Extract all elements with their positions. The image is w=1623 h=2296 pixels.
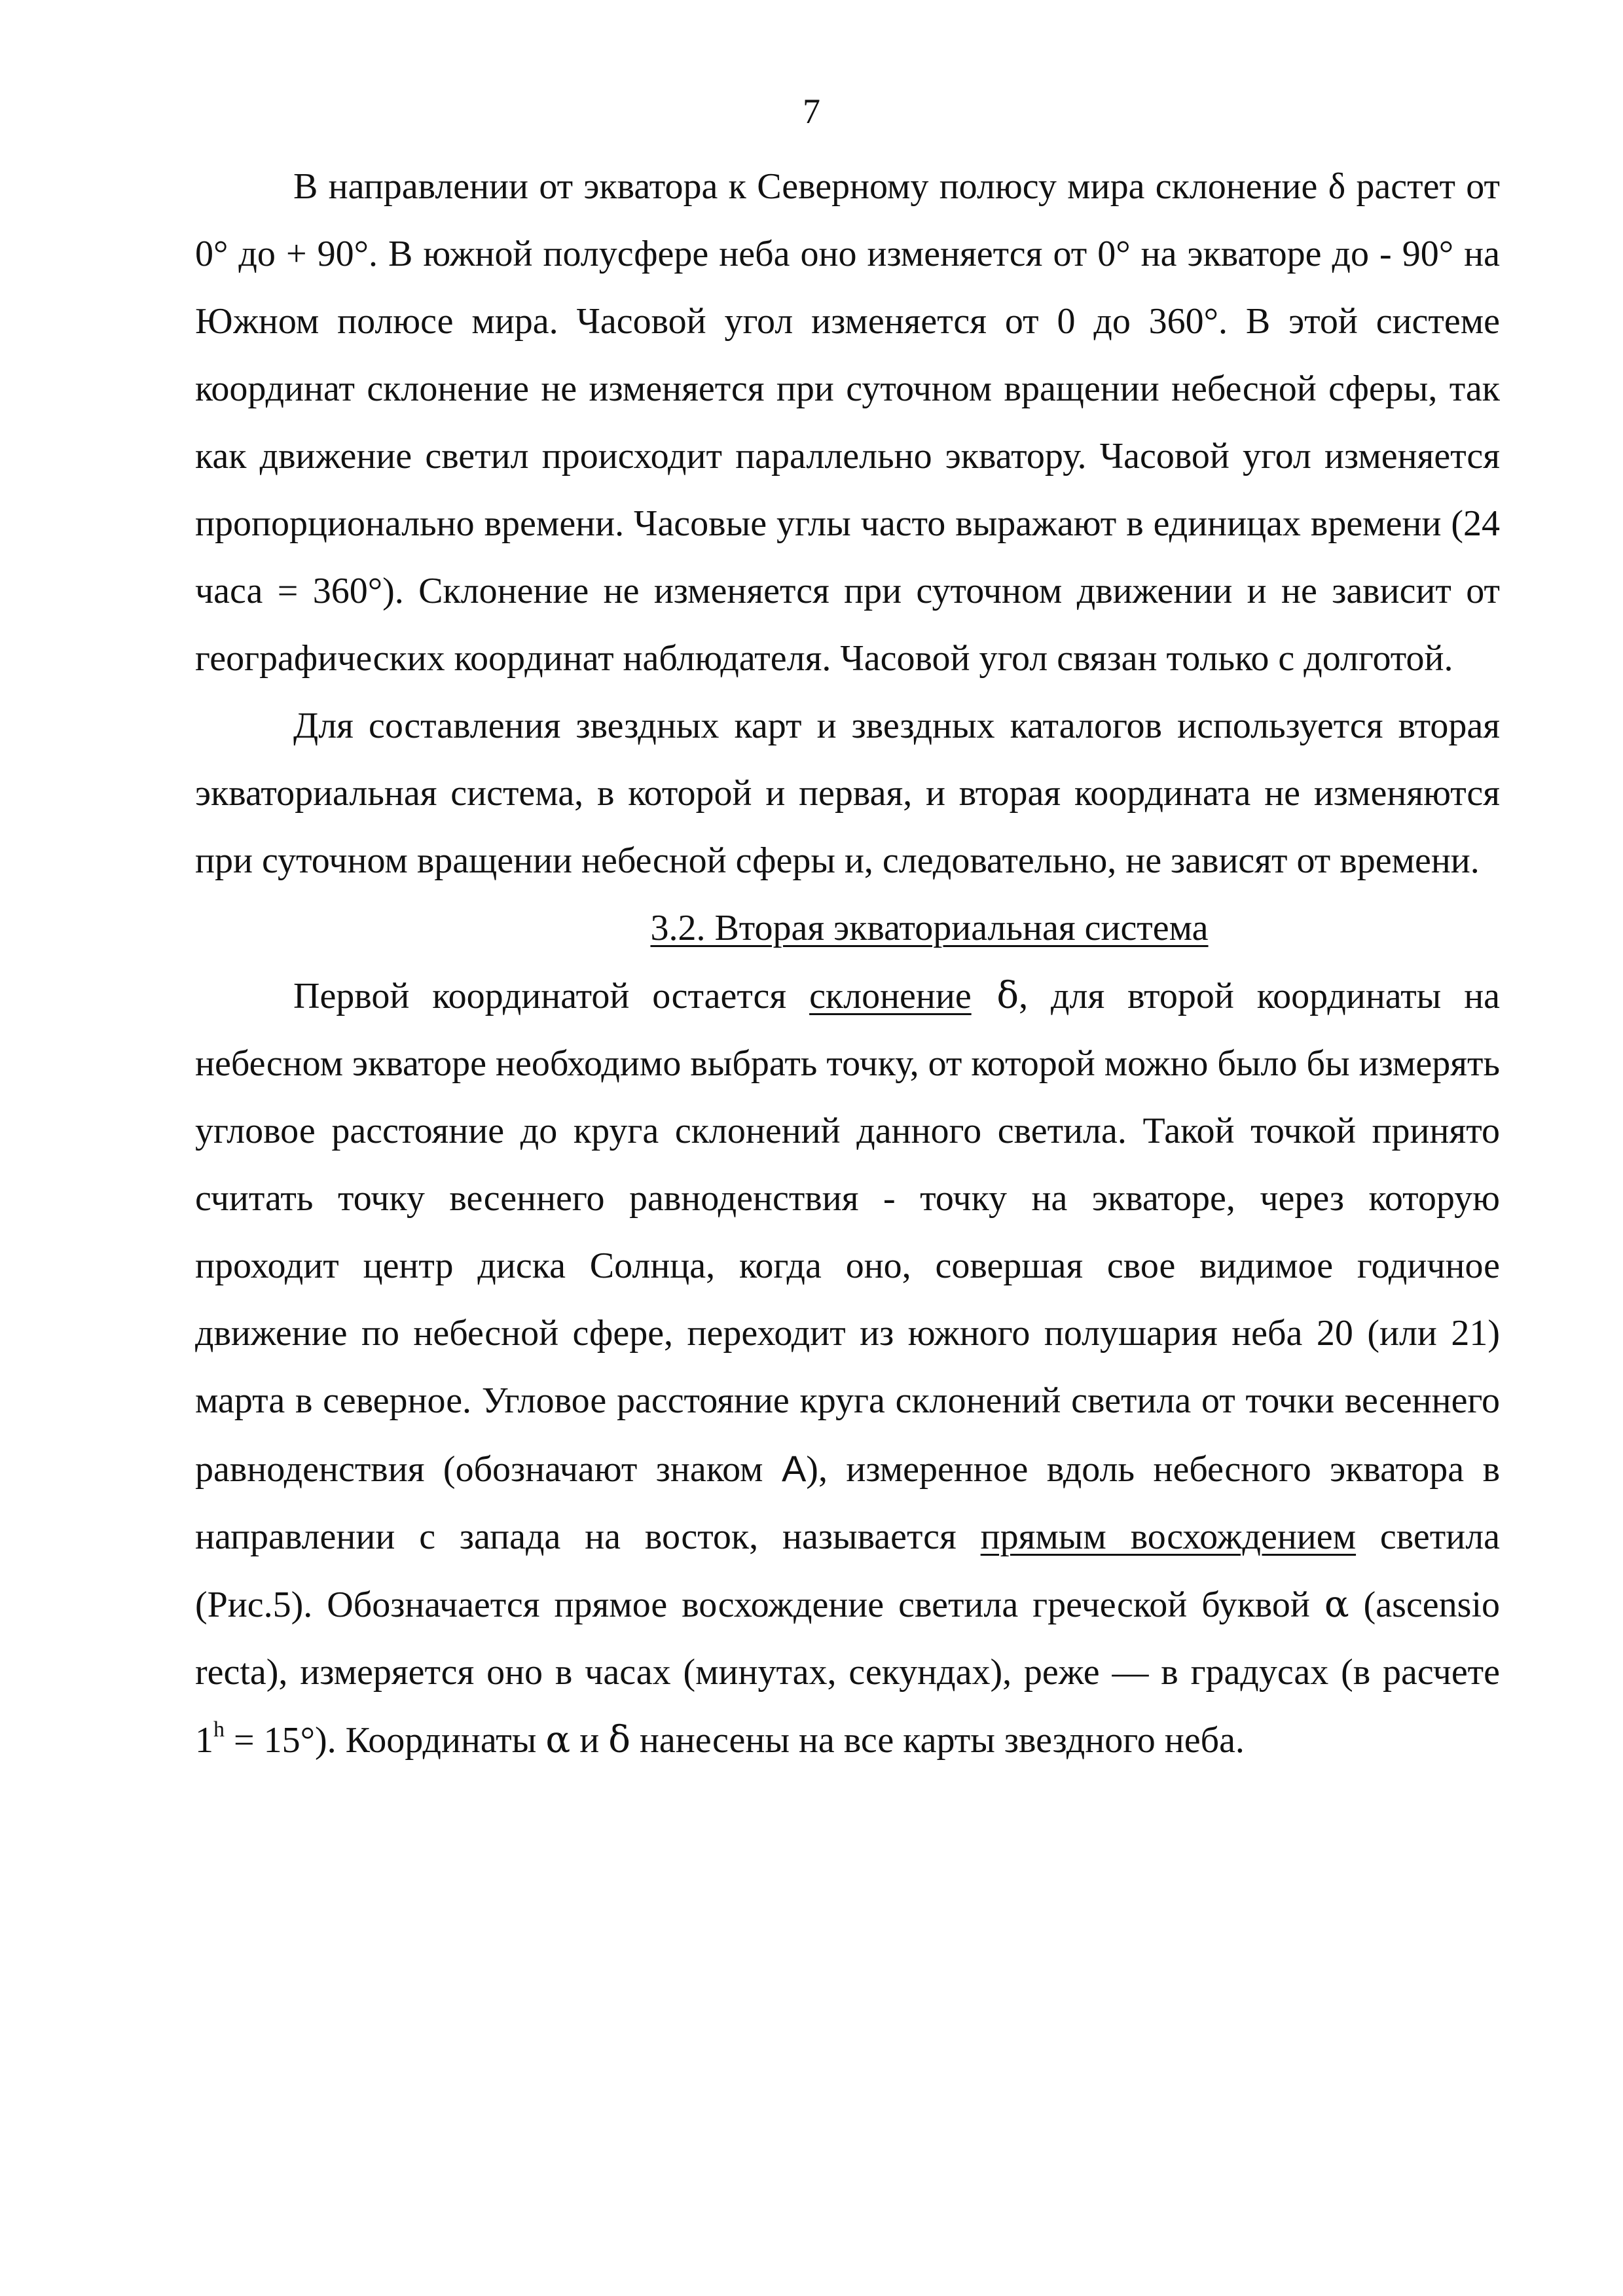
page-number: 7: [803, 92, 820, 131]
alpha-symbol: α: [545, 1719, 571, 1761]
term-declination: склонение: [809, 976, 972, 1016]
alpha-symbol: α: [1324, 1583, 1349, 1626]
term-right-ascension: прямым восхождением: [980, 1516, 1357, 1557]
delta-symbol: δ: [971, 975, 1019, 1017]
paragraph-2: Для составления звездных карт и звездных каталогов используется вторая экваториальная система, в которой и первая, и вторая координата не изменяются при суточном вращении небесной сферы и, следовательно, не зависят от времени.: [195, 706, 1500, 881]
hour-superscript: h: [213, 1717, 225, 1742]
text-run: нанесены на все карты звездного неба.: [630, 1720, 1245, 1761]
text-run: (ascensio recta), измеряется оно в часах (минутах, секундах), реже — в градусах (в расчете: [195, 1585, 1500, 1693]
text-run: светила (Рис.5). Обозначается прямое восхождение светила греческой буквой: [195, 1516, 1500, 1625]
text-run: и: [570, 1720, 609, 1761]
equinox-symbol: A: [781, 1448, 807, 1489]
document-body: [195, 153, 1500, 1774]
text-run: Первой координатой остается: [293, 976, 810, 1016]
delta-symbol: δ: [608, 1719, 630, 1761]
text-run: = 15°). Координаты: [225, 1720, 546, 1761]
text-run: , для второй координаты на небесном экваторе необходимо выбрать точку, от которой можно было бы измерять угловое расстояние до круга склонений данного светила. Такой точкой принято считать точку весеннего равноденствия - точку на экваторе, через которую проходит центр диска Солнца, когда оно, совершая свое видимое годичное движение по небесной сфере, переходит из южного полушария неба 20 (или 21) марта в северное. Угловое расстояние круга склонений светила от точки весеннего равноденствия (обозначают знаком: [195, 976, 1501, 1490]
section-heading: 3.2. Вторая экваториальная система: [650, 908, 1209, 948]
paragraph-1: В направлении от экватора к Северному полюсу мира склонение δ растет от 0° до + 90°. В южной полусфере неба оно изменяется от 0° на экваторе до - 90° на Южном полюсе мира. Часовой угол изменяется от 0 до 360°. В этой системе координат склонение не изменяется при суточном вращении небесной сферы, так как движение светил происходит параллельно экватору. Часовой угол изменяется пропорционально времени. Часовые углы часто выражают в единицах времени (24 часа = 360°). Склонение не изменяется при суточном движении и не зависит от географических координат наблюдателя. Часовой угол связан только с долготой.: [195, 166, 1500, 679]
paragraph-3: [195, 962, 1500, 1774]
text-run: ), измеренное вдоль небесного экватора в направлении с запада на восток, называется: [195, 1449, 1501, 1557]
one-hour-value: 1: [195, 1720, 213, 1761]
